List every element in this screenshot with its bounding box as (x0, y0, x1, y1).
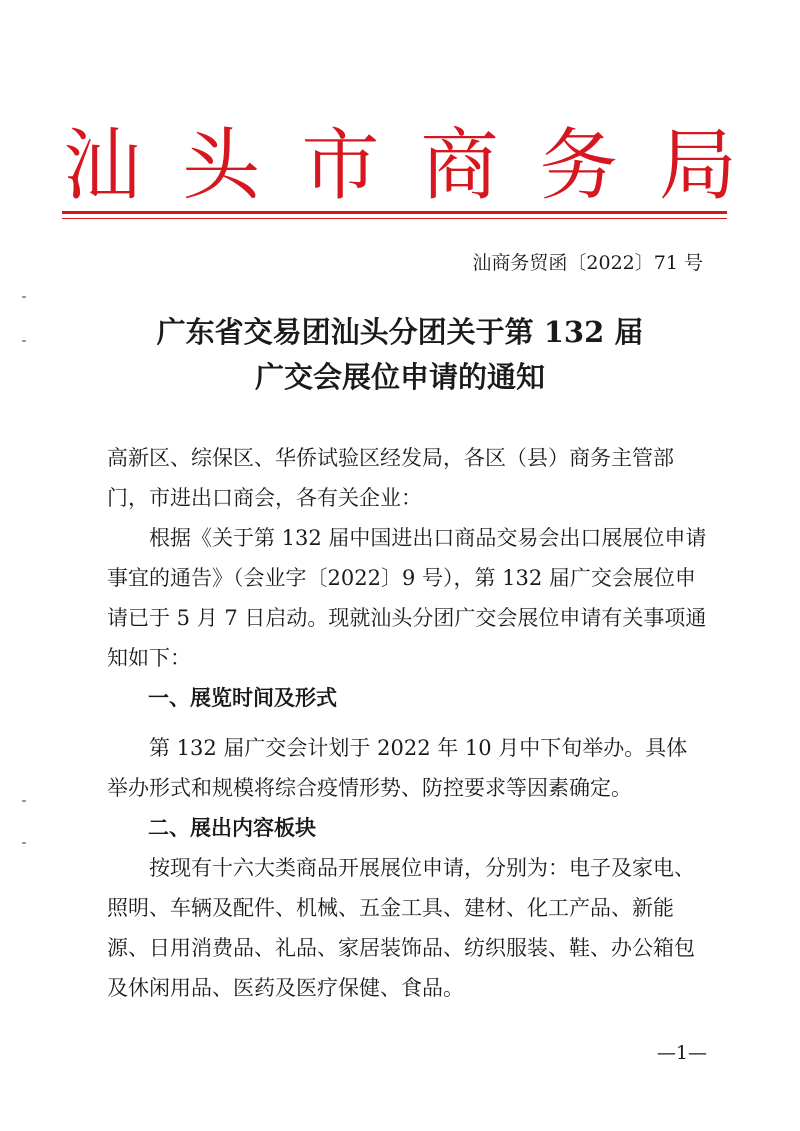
letterhead-divider-thin (62, 218, 727, 219)
binding-margin-mark (22, 296, 26, 298)
letterhead-char: 头 (182, 121, 261, 211)
binding-margin-mark (22, 800, 26, 802)
section-1-paragraph: 第 132 届广交会计划于 2022 年 10 月中下旬举办。具体举办形式和规模将综合疫情形势、防控要求等因素确定。 (107, 736, 688, 800)
section-2-heading: 二、展出内容板块 (148, 816, 316, 840)
document-number: 汕商务贸函〔2022〕71 号 (472, 252, 703, 274)
binding-margin-mark (22, 842, 26, 844)
section-1-heading: 一、展览时间及形式 (148, 686, 337, 710)
intro-paragraph: 根据《关于第 132 届中国进出口商品交易会出口展展位申请事宜的通告》（会业字〔2022〕9 号），第 132 届广交会展位申请已于 5 月 7 日启动。现就汕头分团广交会展位申请有关事项通知如下： (107, 526, 707, 670)
letterhead-char: 汕 (62, 121, 141, 211)
document-title-line-2: 广交会展位申请的通知 (254, 360, 545, 394)
letterhead-divider-thick (62, 211, 727, 214)
section-2-paragraph: 按现有十六大类商品开展展位申请，分别为：电子及家电、照明、车辆及配件、机械、五金工具、建材、化工产品、新能源、日用消费品、礼品、家居装饰品、纺织服装、鞋、办公箱包及休闲用品、医药及医疗保健、食品。 (107, 856, 695, 1000)
letterhead-char: 局 (658, 121, 737, 211)
letterhead-char: 务 (539, 121, 618, 211)
binding-margin-mark (22, 340, 26, 342)
document-title-line-1: 广东省交易团汕头分团关于第 132 届 (156, 315, 644, 349)
agency-letterhead (60, 118, 740, 214)
salutation-paragraph: 高新区、综保区、华侨试验区经发局，各区（县）商务主管部门，市进出口商会，各有关企业： (107, 446, 674, 510)
letterhead-char: 市 (301, 121, 380, 211)
letterhead-char: 商 (420, 121, 499, 211)
page-number: —1— (656, 1042, 707, 1064)
